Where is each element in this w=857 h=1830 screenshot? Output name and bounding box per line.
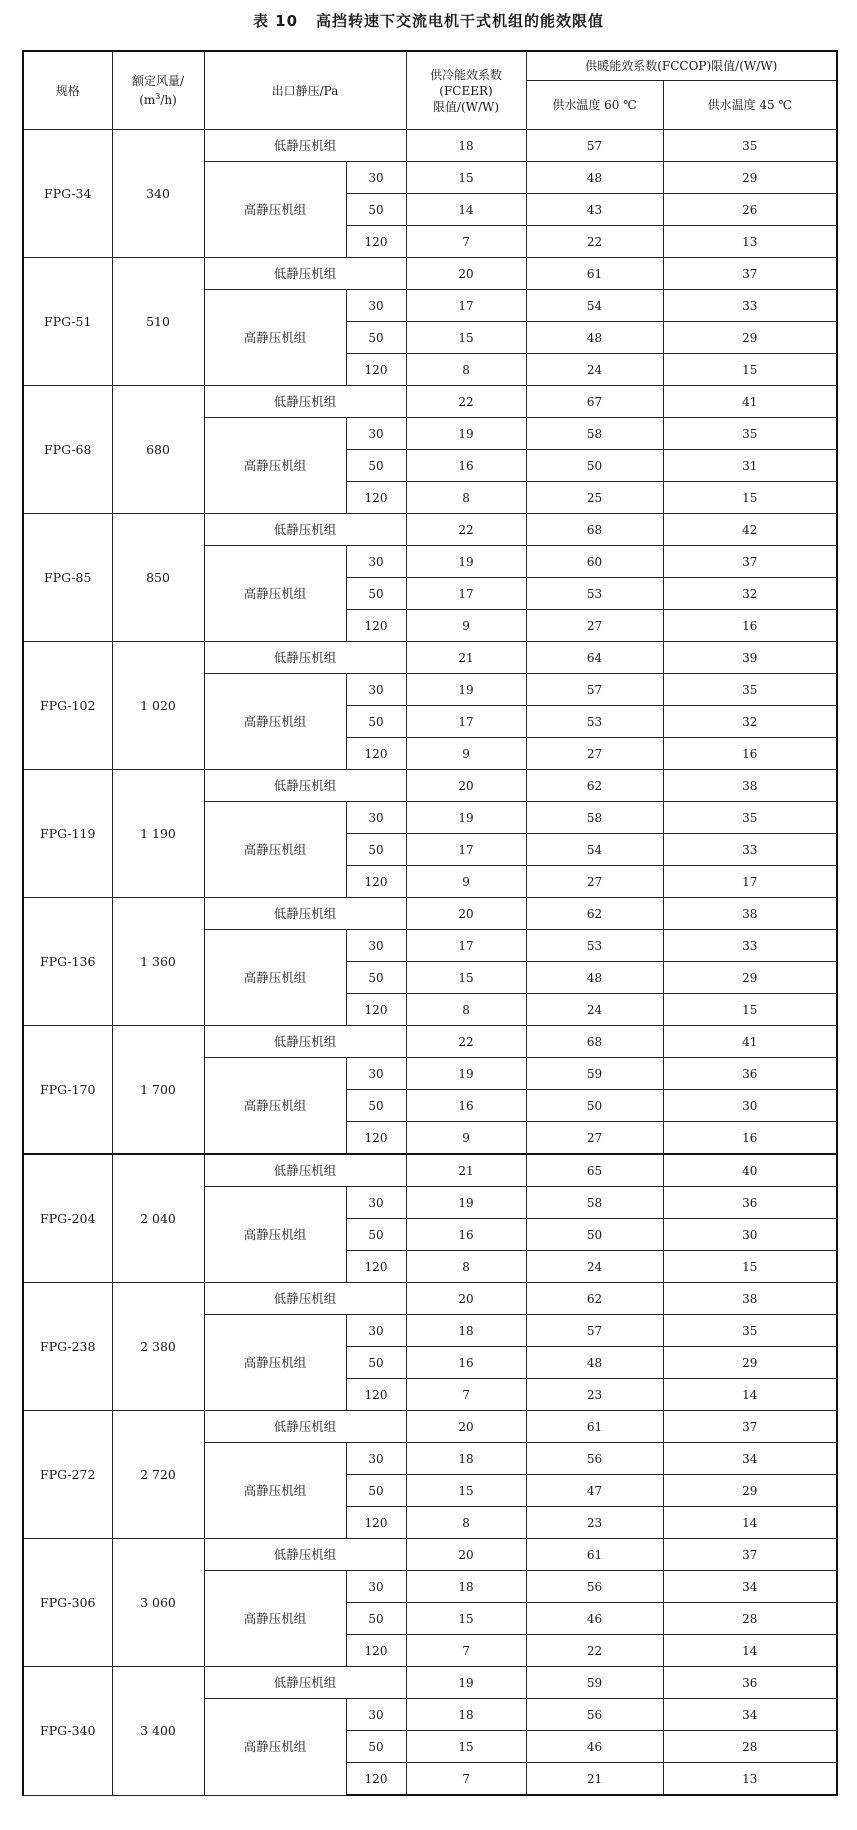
pressure-value: 50 [346, 194, 406, 226]
heating60-value: 62 [526, 1283, 663, 1315]
heating45-value: 31 [663, 450, 837, 482]
heating45-value: 16 [663, 1122, 837, 1155]
pressure-value: 120 [346, 482, 406, 514]
heating60-value: 58 [526, 802, 663, 834]
airflow-cell: 2 720 [112, 1411, 204, 1539]
pressure-value: 30 [346, 546, 406, 578]
heating60-value: 53 [526, 930, 663, 962]
cooling-value: 19 [406, 1667, 526, 1699]
high-pressure-label: 高静压机组 [204, 674, 346, 770]
heating60-value: 59 [526, 1058, 663, 1090]
cooling-value: 17 [406, 706, 526, 738]
airflow-cell: 850 [112, 514, 204, 642]
pressure-value: 120 [346, 354, 406, 386]
heating60-value: 60 [526, 546, 663, 578]
spec-cell: FPG-119 [23, 770, 112, 898]
heating60-value: 59 [526, 1667, 663, 1699]
heating60-value: 57 [526, 674, 663, 706]
spec-cell: FPG-102 [23, 642, 112, 770]
header-pressure: 出口静压/Pa [204, 51, 406, 130]
airflow-cell: 510 [112, 258, 204, 386]
spec-cell: FPG-340 [23, 1667, 112, 1796]
low-pressure-label: 低静压机组 [204, 898, 406, 930]
low-pressure-label: 低静压机组 [204, 1667, 406, 1699]
cooling-value: 14 [406, 194, 526, 226]
header-airflow-unit-post: /h) [160, 93, 177, 107]
cooling-value: 18 [406, 1571, 526, 1603]
header-temp60: 供水温度 60 ℃ [526, 81, 663, 130]
heating60-value: 24 [526, 1251, 663, 1283]
cooling-value: 15 [406, 1603, 526, 1635]
cooling-value: 7 [406, 1635, 526, 1667]
heating45-value: 29 [663, 1347, 837, 1379]
heating60-value: 27 [526, 610, 663, 642]
table-row [23, 1667, 837, 1699]
heating60-value: 54 [526, 290, 663, 322]
high-pressure-label: 高静压机组 [204, 1187, 346, 1283]
table-row [23, 130, 837, 162]
pressure-value: 120 [346, 738, 406, 770]
cooling-value: 8 [406, 354, 526, 386]
pressure-value: 30 [346, 1315, 406, 1347]
efficiency-table [22, 50, 838, 1796]
heating60-value: 21 [526, 1763, 663, 1796]
heating45-value: 41 [663, 386, 837, 418]
heating45-value: 35 [663, 130, 837, 162]
heating45-value: 28 [663, 1603, 837, 1635]
table-row [23, 898, 837, 930]
header-cooling-line2: (FCEER) [439, 83, 493, 98]
heating45-value: 29 [663, 322, 837, 354]
heating60-value: 58 [526, 1187, 663, 1219]
heating60-value: 50 [526, 1090, 663, 1122]
pressure-value: 120 [346, 1122, 406, 1155]
cooling-value: 20 [406, 1283, 526, 1315]
heating45-value: 36 [663, 1187, 837, 1219]
low-pressure-label: 低静压机组 [204, 258, 406, 290]
cooling-value: 22 [406, 514, 526, 546]
heating45-value: 38 [663, 770, 837, 802]
low-pressure-label: 低静压机组 [204, 386, 406, 418]
heating45-value: 38 [663, 898, 837, 930]
heating60-value: 57 [526, 130, 663, 162]
airflow-cell: 1 360 [112, 898, 204, 1026]
spec-cell: FPG-272 [23, 1411, 112, 1539]
cooling-value: 9 [406, 738, 526, 770]
low-pressure-label: 低静压机组 [204, 130, 406, 162]
heating45-value: 37 [663, 1411, 837, 1443]
cooling-value: 18 [406, 1699, 526, 1731]
airflow-cell: 680 [112, 386, 204, 514]
spec-cell: FPG-85 [23, 514, 112, 642]
pressure-value: 120 [346, 866, 406, 898]
pressure-value: 120 [346, 1251, 406, 1283]
airflow-cell: 2 040 [112, 1154, 204, 1283]
pressure-value: 30 [346, 930, 406, 962]
spec-cell: FPG-306 [23, 1539, 112, 1667]
heating60-value: 27 [526, 738, 663, 770]
heating60-value: 22 [526, 226, 663, 258]
cooling-value: 16 [406, 1090, 526, 1122]
spec-cell: FPG-34 [23, 130, 112, 258]
table-caption: 高挡转速下交流电机干式机组的能效限值 [316, 12, 605, 30]
airflow-cell: 3 400 [112, 1667, 204, 1796]
heating45-value: 33 [663, 834, 837, 866]
cooling-value: 7 [406, 1763, 526, 1796]
heating45-value: 37 [663, 258, 837, 290]
pressure-value: 30 [346, 418, 406, 450]
heating60-value: 25 [526, 482, 663, 514]
pressure-value: 120 [346, 1507, 406, 1539]
pressure-value: 30 [346, 1187, 406, 1219]
heating60-value: 23 [526, 1379, 663, 1411]
pressure-value: 30 [346, 162, 406, 194]
cooling-value: 15 [406, 322, 526, 354]
heating60-value: 46 [526, 1731, 663, 1763]
cooling-value: 9 [406, 866, 526, 898]
cooling-value: 21 [406, 1154, 526, 1187]
cooling-value: 19 [406, 546, 526, 578]
header-airflow [112, 51, 204, 130]
heating60-value: 50 [526, 450, 663, 482]
heating60-value: 48 [526, 322, 663, 354]
low-pressure-label: 低静压机组 [204, 1539, 406, 1571]
table-row [23, 386, 837, 418]
high-pressure-label: 高静压机组 [204, 546, 346, 642]
cooling-value: 19 [406, 802, 526, 834]
heating60-value: 46 [526, 1603, 663, 1635]
cooling-value: 17 [406, 578, 526, 610]
pressure-value: 50 [346, 1731, 406, 1763]
heating60-value: 48 [526, 962, 663, 994]
cooling-value: 19 [406, 1187, 526, 1219]
high-pressure-label: 高静压机组 [204, 1699, 346, 1796]
heating60-value: 48 [526, 1347, 663, 1379]
header-cooling-line3: 限值/(W/W) [432, 99, 500, 114]
pressure-value: 50 [346, 706, 406, 738]
table-body [23, 130, 837, 1796]
high-pressure-label: 高静压机组 [204, 290, 346, 386]
cooling-value: 18 [406, 1443, 526, 1475]
heating45-value: 17 [663, 866, 837, 898]
cooling-value: 16 [406, 1347, 526, 1379]
heating60-value: 61 [526, 1411, 663, 1443]
low-pressure-label: 低静压机组 [204, 642, 406, 674]
pressure-value: 50 [346, 1219, 406, 1251]
high-pressure-label: 高静压机组 [204, 802, 346, 898]
header-temp45: 供水温度 45 ℃ [663, 81, 837, 130]
cooling-value: 19 [406, 1058, 526, 1090]
heating60-value: 62 [526, 898, 663, 930]
table-number: 表 10 [252, 12, 299, 30]
airflow-cell: 1 190 [112, 770, 204, 898]
spec-cell: FPG-238 [23, 1283, 112, 1411]
heating45-value: 14 [663, 1635, 837, 1667]
cooling-value: 8 [406, 482, 526, 514]
heating45-value: 34 [663, 1443, 837, 1475]
high-pressure-label: 高静压机组 [204, 1058, 346, 1155]
cooling-value: 17 [406, 290, 526, 322]
heating45-value: 16 [663, 610, 837, 642]
heating45-value: 16 [663, 738, 837, 770]
heating60-value: 61 [526, 1539, 663, 1571]
spec-cell: FPG-68 [23, 386, 112, 514]
header-cooling [406, 51, 526, 130]
heating45-value: 28 [663, 1731, 837, 1763]
table-row [23, 514, 837, 546]
heating45-value: 38 [663, 1283, 837, 1315]
cooling-value: 7 [406, 226, 526, 258]
heating60-value: 53 [526, 706, 663, 738]
heating45-value: 15 [663, 1251, 837, 1283]
high-pressure-label: 高静压机组 [204, 930, 346, 1026]
pressure-value: 50 [346, 1090, 406, 1122]
heating45-value: 35 [663, 1315, 837, 1347]
pressure-value: 30 [346, 1443, 406, 1475]
pressure-value: 120 [346, 226, 406, 258]
pressure-value: 120 [346, 1635, 406, 1667]
cooling-value: 19 [406, 418, 526, 450]
heating60-value: 62 [526, 770, 663, 802]
heating60-value: 58 [526, 418, 663, 450]
heating45-value: 32 [663, 706, 837, 738]
heating45-value: 14 [663, 1379, 837, 1411]
pressure-value: 50 [346, 450, 406, 482]
heating60-value: 54 [526, 834, 663, 866]
pressure-value: 50 [346, 834, 406, 866]
spec-cell: FPG-170 [23, 1026, 112, 1155]
cooling-value: 16 [406, 450, 526, 482]
pressure-value: 30 [346, 1699, 406, 1731]
heating45-value: 34 [663, 1699, 837, 1731]
cooling-value: 22 [406, 386, 526, 418]
heating60-value: 64 [526, 642, 663, 674]
header-airflow-unit-pre: (m [139, 93, 156, 107]
high-pressure-label: 高静压机组 [204, 1443, 346, 1539]
heating45-value: 33 [663, 290, 837, 322]
heating45-value: 30 [663, 1219, 837, 1251]
table-row [23, 1539, 837, 1571]
table-row [23, 1026, 837, 1058]
spec-cell: FPG-204 [23, 1154, 112, 1283]
heating45-value: 34 [663, 1571, 837, 1603]
low-pressure-label: 低静压机组 [204, 1411, 406, 1443]
cooling-value: 22 [406, 1026, 526, 1058]
cooling-value: 20 [406, 898, 526, 930]
cooling-value: 21 [406, 642, 526, 674]
heating60-value: 56 [526, 1571, 663, 1603]
airflow-cell: 340 [112, 130, 204, 258]
low-pressure-label: 低静压机组 [204, 514, 406, 546]
table-row [23, 770, 837, 802]
pressure-value: 50 [346, 322, 406, 354]
heating45-value: 15 [663, 354, 837, 386]
pressure-value: 120 [346, 1379, 406, 1411]
heating45-value: 35 [663, 674, 837, 706]
low-pressure-label: 低静压机组 [204, 1283, 406, 1315]
cooling-value: 15 [406, 962, 526, 994]
airflow-cell: 1 700 [112, 1026, 204, 1155]
cooling-value: 8 [406, 1507, 526, 1539]
cooling-value: 16 [406, 1219, 526, 1251]
pressure-value: 50 [346, 578, 406, 610]
heating60-value: 22 [526, 1635, 663, 1667]
heating45-value: 29 [663, 1475, 837, 1507]
cooling-value: 15 [406, 1731, 526, 1763]
pressure-value: 120 [346, 994, 406, 1026]
cooling-value: 18 [406, 1315, 526, 1347]
heating45-value: 14 [663, 1507, 837, 1539]
cooling-value: 20 [406, 770, 526, 802]
heating45-value: 36 [663, 1058, 837, 1090]
pressure-value: 50 [346, 1475, 406, 1507]
heating45-value: 36 [663, 1667, 837, 1699]
heating60-value: 50 [526, 1219, 663, 1251]
table-row [23, 1154, 837, 1187]
header-airflow-line1: 额定风量/ [131, 74, 185, 88]
heating45-value: 33 [663, 930, 837, 962]
heating45-value: 15 [663, 994, 837, 1026]
heating60-value: 68 [526, 1026, 663, 1058]
low-pressure-label: 低静压机组 [204, 1026, 406, 1058]
heating45-value: 32 [663, 578, 837, 610]
table-row [23, 258, 837, 290]
cooling-value: 20 [406, 1539, 526, 1571]
heating45-value: 41 [663, 1026, 837, 1058]
cooling-value: 18 [406, 130, 526, 162]
heating60-value: 48 [526, 162, 663, 194]
low-pressure-label: 低静压机组 [204, 770, 406, 802]
cooling-value: 19 [406, 674, 526, 706]
cooling-value: 8 [406, 994, 526, 1026]
header-spec: 规格 [23, 51, 112, 130]
heating45-value: 15 [663, 482, 837, 514]
high-pressure-label: 高静压机组 [204, 162, 346, 258]
heating60-value: 65 [526, 1154, 663, 1187]
high-pressure-label: 高静压机组 [204, 1571, 346, 1667]
pressure-value: 120 [346, 610, 406, 642]
high-pressure-label: 高静压机组 [204, 418, 346, 514]
cooling-value: 20 [406, 258, 526, 290]
heating60-value: 68 [526, 514, 663, 546]
heating60-value: 57 [526, 1315, 663, 1347]
heating45-value: 37 [663, 546, 837, 578]
heating45-value: 13 [663, 226, 837, 258]
spec-cell: FPG-136 [23, 898, 112, 1026]
table-title [0, 8, 857, 34]
pressure-value: 50 [346, 962, 406, 994]
heating60-value: 27 [526, 866, 663, 898]
heating45-value: 37 [663, 1539, 837, 1571]
airflow-cell: 1 020 [112, 642, 204, 770]
pressure-value: 50 [346, 1603, 406, 1635]
header-cooling-line1: 供冷能效系数 [430, 67, 503, 82]
pressure-value: 30 [346, 1571, 406, 1603]
heating60-value: 24 [526, 354, 663, 386]
heating60-value: 53 [526, 578, 663, 610]
heating45-value: 35 [663, 418, 837, 450]
cooling-value: 9 [406, 610, 526, 642]
pressure-value: 30 [346, 1058, 406, 1090]
heating45-value: 29 [663, 162, 837, 194]
cooling-value: 15 [406, 162, 526, 194]
cooling-value: 7 [406, 1379, 526, 1411]
cooling-value: 9 [406, 1122, 526, 1155]
heating60-value: 47 [526, 1475, 663, 1507]
pressure-value: 50 [346, 1347, 406, 1379]
pressure-value: 30 [346, 290, 406, 322]
header-airflow-unit-sup: 3 [155, 92, 161, 101]
cooling-value: 8 [406, 1251, 526, 1283]
heating60-value: 23 [526, 1507, 663, 1539]
heating45-value: 29 [663, 962, 837, 994]
heating45-value: 35 [663, 802, 837, 834]
heating45-value: 26 [663, 194, 837, 226]
heating60-value: 56 [526, 1699, 663, 1731]
pressure-value: 30 [346, 802, 406, 834]
heating45-value: 30 [663, 1090, 837, 1122]
header-heating: 供暖能效系数(FCCOP)限值/(W/W) [526, 51, 837, 81]
heating45-value: 13 [663, 1763, 837, 1796]
spec-cell: FPG-51 [23, 258, 112, 386]
airflow-cell: 2 380 [112, 1283, 204, 1411]
heating60-value: 43 [526, 194, 663, 226]
table-row [23, 1283, 837, 1315]
heating45-value: 40 [663, 1154, 837, 1187]
table-row [23, 642, 837, 674]
heating60-value: 27 [526, 1122, 663, 1155]
cooling-value: 17 [406, 834, 526, 866]
heating45-value: 39 [663, 642, 837, 674]
pressure-value: 30 [346, 674, 406, 706]
airflow-cell: 3 060 [112, 1539, 204, 1667]
heating60-value: 67 [526, 386, 663, 418]
heating60-value: 24 [526, 994, 663, 1026]
low-pressure-label: 低静压机组 [204, 1154, 406, 1187]
heating60-value: 61 [526, 258, 663, 290]
heating60-value: 56 [526, 1443, 663, 1475]
table-row [23, 1411, 837, 1443]
heating45-value: 42 [663, 514, 837, 546]
cooling-value: 17 [406, 930, 526, 962]
high-pressure-label: 高静压机组 [204, 1315, 346, 1411]
cooling-value: 20 [406, 1411, 526, 1443]
pressure-value: 120 [346, 1763, 406, 1796]
cooling-value: 15 [406, 1475, 526, 1507]
